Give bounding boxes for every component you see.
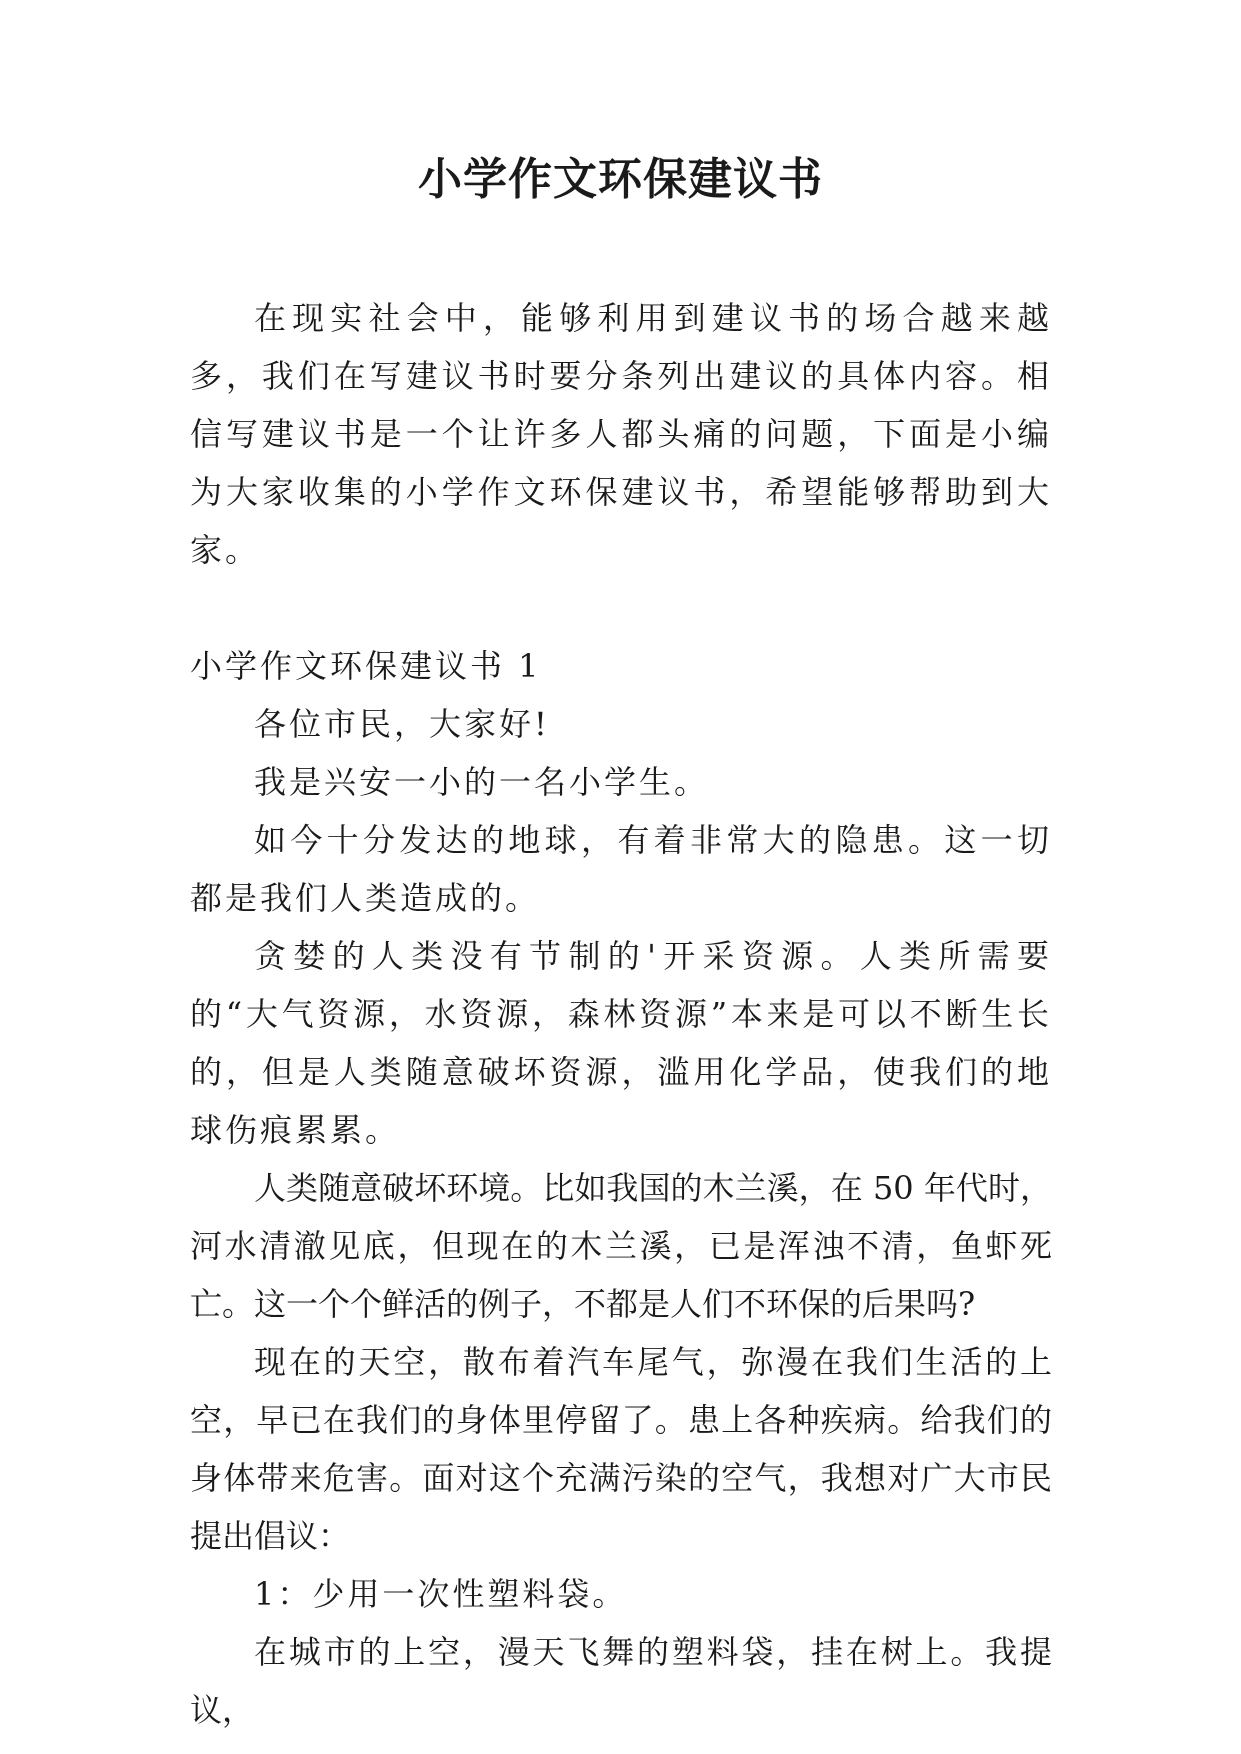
proposal-item-1: 1：少用一次性塑料袋。: [254, 1575, 628, 1613]
document-body: [190, 289, 1052, 1739]
self-introduction-paragraph: 我是兴安一小的一名小学生。: [254, 763, 710, 801]
greeting-paragraph: 各位市民，大家好!: [254, 705, 550, 743]
intro-paragraph: 在现实社会中，能够利用到建议书的场合越来越多，我们在写建议书时要分条列出建议的具体内容。相信写建议书是一个让许多人都头痛的问题，下面是小编为大家收集的小学作文环保建议书，希望能够帮助到大家。: [190, 299, 1052, 569]
document-title: 小学作文环保建议书: [418, 154, 823, 205]
resource-paragraph: 贪婪的人类没有节制的'开采资源。人类所需要的“大气资源，水资源，森林资源”本来是可以不断生长的，但是人类随意破坏资源，滥用化学品，使我们的地球伤痕累累。: [190, 937, 1052, 1149]
plastic-bag-paragraph: 在城市的上空，漫天飞舞的塑料袋，挂在树上。我提议，: [190, 1633, 1052, 1729]
environment-paragraph: 人类随意破坏环境。比如我国的木兰溪，在 50 年代时，河水清澈见底，但现在的木兰溪，已是浑浊不清，鱼虾死亡。这一个个鲜活的例子，不都是人们不环保的后果吗?: [190, 1169, 1052, 1323]
air-pollution-paragraph: 现在的天空，散布着汽车尾气，弥漫在我们生活的上空，早已在我们的身体里停留了。患上各种疾病。给我们的身体带来危害。面对这个充满污染的空气，我想对广大市民提出倡议：: [190, 1343, 1052, 1555]
section-heading: 小学作文环保建议书 1: [190, 647, 542, 685]
earth-hazard-paragraph: 如今十分发达的地球，有着非常大的隐患。这一切都是我们人类造成的。: [190, 821, 1052, 917]
